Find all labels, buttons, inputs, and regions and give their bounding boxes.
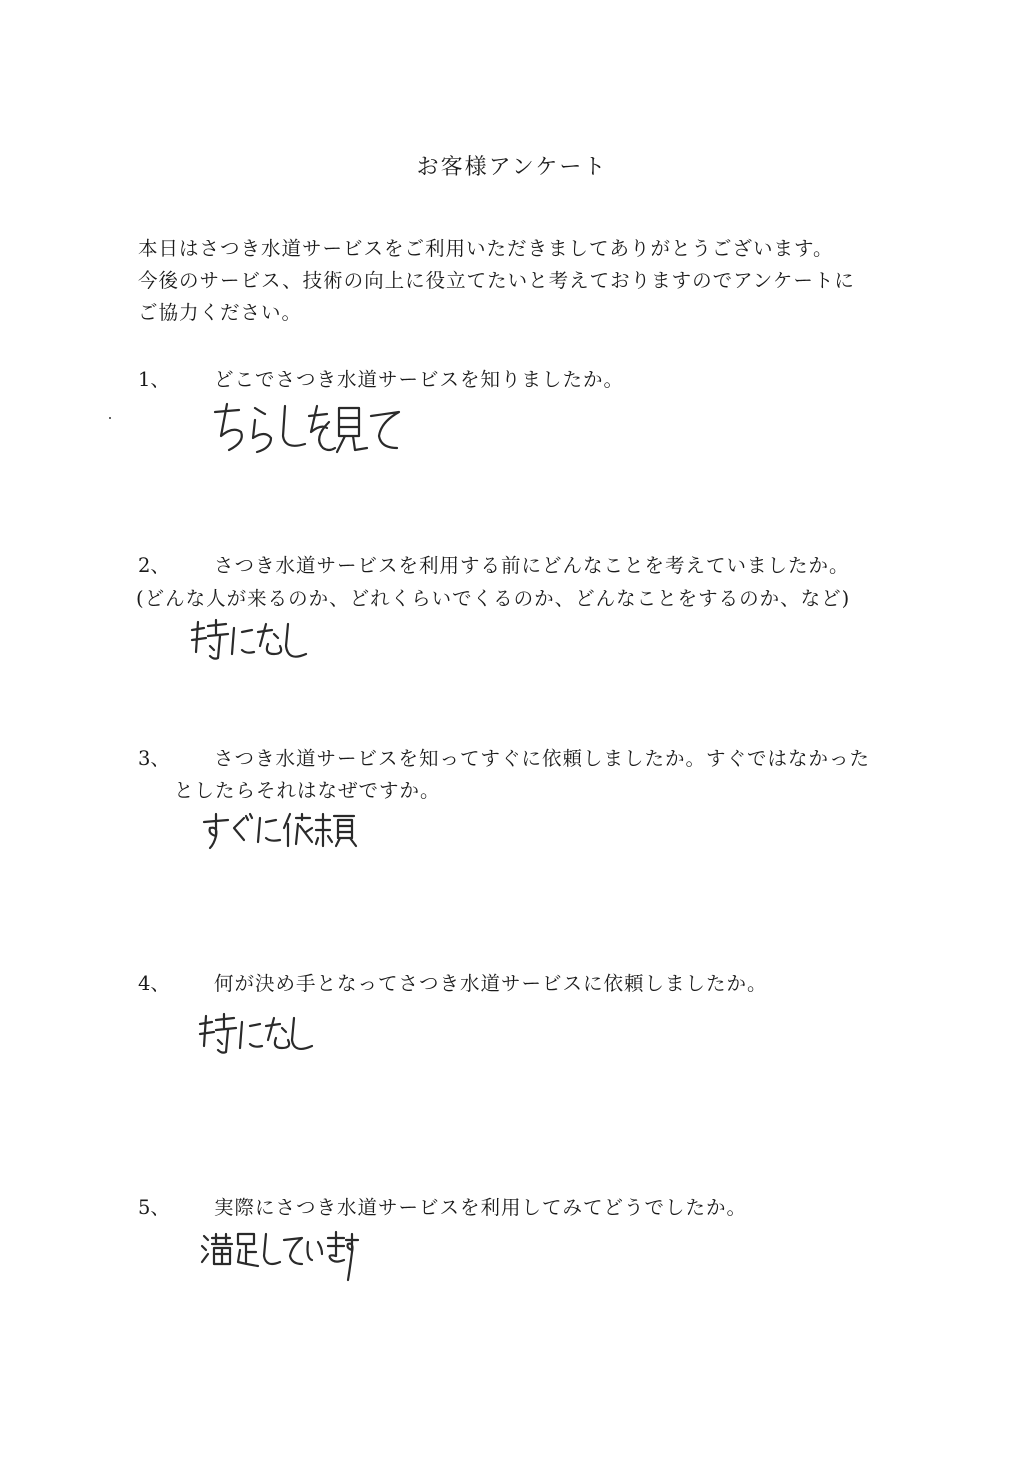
question-number: 3、 xyxy=(138,747,170,770)
question-number: 5、 xyxy=(138,1196,170,1219)
question-number: 4、 xyxy=(138,972,170,995)
question-number: 1、 xyxy=(138,368,170,391)
handwritten-answer-4 xyxy=(196,1012,316,1056)
question-text: さつき水道サービスを知ってすぐに依頼しましたか。すぐではなかった xyxy=(214,747,871,770)
intro-line-3: ご協力ください。 xyxy=(138,301,303,324)
question-number: 2、 xyxy=(138,554,170,577)
question-text: さつき水道サービスを利用する前にどんなことを考えていましたか。 xyxy=(214,554,850,577)
question-text-line-2: としたらそれはなぜですか。 xyxy=(174,779,441,802)
intro-line-2: 今後のサービス、技術の向上に役立てたいと考えておりますのでアンケートに xyxy=(138,269,855,292)
intro-line-1: 本日はさつき水道サービスをご利用いただきましてありがとうございます。 xyxy=(138,237,834,260)
question-text: どこでさつき水道サービスを知りましたか。 xyxy=(214,368,625,391)
handwritten-answer-2 xyxy=(188,618,313,664)
question-text-line-2: (どんな人が来るのか、どれくらいでくるのか、どんなことをするのか、など) xyxy=(136,587,851,610)
document-title: お客様アンケート xyxy=(416,155,608,180)
handwritten-answer-5 xyxy=(200,1228,360,1284)
question-text: 何が決め手となってさつき水道サービスに依頼しましたか。 xyxy=(214,972,768,995)
question-text: 実際にさつき水道サービスを利用してみてどうでしたか。 xyxy=(214,1196,748,1219)
scan-speck xyxy=(109,417,111,419)
handwritten-answer-3 xyxy=(200,810,360,852)
handwritten-answer-1 xyxy=(205,398,405,460)
